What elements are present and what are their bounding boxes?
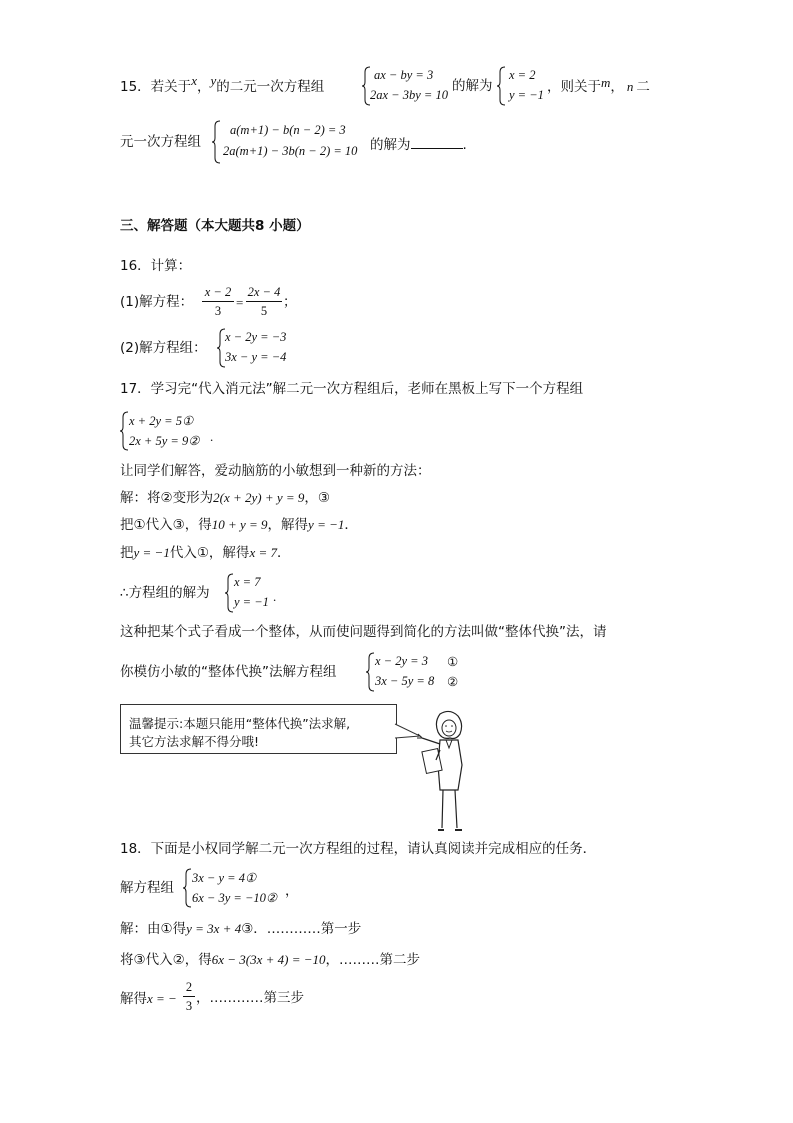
- q18-step: [120, 953, 420, 968]
- math-expression: 2(x + 2y) + y = 9: [213, 490, 305, 505]
- period: .: [462, 137, 467, 153]
- text: 解得: [120, 991, 147, 1007]
- equation: 3x − y = −4: [225, 350, 287, 364]
- q15-system-2: [212, 120, 372, 164]
- text: 代入①，解得: [169, 545, 250, 561]
- text: ，解得: [267, 517, 309, 533]
- fraction: [246, 285, 282, 319]
- var-m: m: [601, 75, 611, 90]
- text: 将③代入②，得: [120, 952, 212, 968]
- q16-part1-label: (1)解方程：: [120, 294, 194, 310]
- q17-line: [120, 491, 330, 506]
- q15-solution: [497, 66, 547, 106]
- q18-step: [120, 922, 361, 937]
- comma: ，: [285, 883, 299, 899]
- equation: x = 7: [234, 575, 261, 589]
- equation: x + 2y = 5①: [129, 414, 194, 428]
- q17-line: 这种把某个式子看成一个整体，从而使问题得到简化的方法叫做“整体代换”法，请: [120, 624, 607, 640]
- math-expression: x = −: [147, 991, 177, 1006]
- equals-sign: =: [236, 295, 244, 310]
- section-heading: 三、解答题（本大题共8 小题）: [120, 218, 310, 234]
- q15-system-1: [362, 66, 452, 106]
- comma: ，: [610, 79, 624, 95]
- numerator: 2x − 4: [247, 285, 281, 299]
- q17-line: 你模仿小敏的“整体代换”法解方程组: [120, 664, 337, 680]
- equation-marker: ②: [447, 675, 459, 689]
- q15-text: 的解为: [370, 137, 411, 153]
- q18-step-tail: ，…………第三步: [196, 990, 304, 1006]
- hint-line: 温馨提示:本题只能用“整体代换”法求解,: [129, 716, 351, 731]
- fraction: [183, 980, 195, 1014]
- text: ，③: [304, 490, 331, 506]
- math-expression: x = 7: [249, 545, 277, 560]
- q18-title: 18．下面是小权同学解二元一次方程组的过程，请认真阅读并完成相应的任务．: [120, 841, 597, 857]
- q15-text: 的解为: [452, 78, 493, 94]
- math-expression: y = −1: [308, 517, 345, 532]
- equation: 3x − 5y = 8: [375, 674, 435, 688]
- teacher-illustration: [380, 710, 480, 835]
- q17-line: ∴方程组的解为: [120, 585, 210, 601]
- q17-system: [120, 411, 220, 451]
- q15-line2-tail: [370, 136, 467, 153]
- q15-number: 15．若关于: [120, 79, 192, 95]
- q18-step: [120, 992, 177, 1007]
- equation: x − 2y = −3: [225, 330, 287, 344]
- equation-marker: ①: [447, 655, 459, 669]
- text: 把①代入③，得: [120, 517, 212, 533]
- q17-line: [120, 546, 290, 561]
- hint-box: [120, 704, 397, 754]
- q17-line: [120, 518, 358, 533]
- q15-text: ，则关于: [547, 79, 601, 95]
- q18-system: [183, 868, 293, 908]
- equation: 2ax − 3by = 10: [370, 88, 448, 102]
- q16-title: 16．计算：: [120, 258, 192, 274]
- fraction-bar: [246, 301, 282, 302]
- numerator: 2: [185, 980, 193, 994]
- q15-text: 的二元一次方程组: [216, 79, 325, 95]
- q18-line: 解方程组: [120, 880, 174, 896]
- fraction: [202, 285, 234, 319]
- q17-task-system: [366, 652, 476, 692]
- equation: 2x + 5y = 9②: [129, 434, 200, 448]
- equation: 6x − 3y = −10②: [192, 891, 278, 905]
- equation: 3x − y = 4①: [192, 871, 257, 885]
- equation: a(m+1) − b(n − 2) = 3: [230, 123, 346, 137]
- q15-text: 二: [636, 79, 650, 95]
- denominator: 3: [185, 999, 193, 1013]
- denominator: 3: [214, 304, 222, 318]
- text: 解：将②变形为: [120, 490, 214, 506]
- text: 把: [120, 545, 134, 561]
- q15-line1: [120, 73, 325, 95]
- semicolon: ；: [283, 294, 297, 310]
- period: .: [273, 589, 277, 604]
- fraction-bar: [183, 996, 195, 997]
- period: .: [210, 429, 214, 444]
- math-expression: 6x − 3(3x + 4) = −10: [211, 952, 326, 967]
- equation: y = −1: [509, 88, 544, 102]
- fraction-bar: [202, 301, 234, 302]
- text: ，………第二步: [325, 952, 421, 968]
- q17-line: 让同学们解答，爱动脑筋的小敏想到一种新的方法：: [120, 463, 431, 479]
- answer-blank[interactable]: [411, 136, 463, 149]
- q16-part2-label: (2)解方程组：: [120, 340, 207, 356]
- math-expression: y = 3x + 4: [186, 921, 242, 936]
- var-y: y: [210, 73, 217, 88]
- equation: 2a(m+1) − 3b(n − 2) = 10: [223, 144, 358, 158]
- denominator: 5: [260, 304, 268, 318]
- numerator: x − 2: [204, 285, 232, 299]
- equation: y = −1: [234, 595, 269, 609]
- equation: ax − by = 3: [374, 68, 434, 82]
- var-n: n: [626, 79, 634, 94]
- math-expression: 10 + y = 9: [211, 517, 268, 532]
- hint-line: 其它方法求解不得分哦!: [129, 734, 260, 749]
- math-expression: y = −1: [133, 545, 170, 560]
- q15-line2: 元一次方程组: [120, 134, 201, 150]
- equation: x − 2y = 3: [375, 654, 428, 668]
- var-x: x: [191, 73, 197, 88]
- text: 解：由①得: [120, 921, 187, 937]
- q15-line1-tail: [547, 75, 650, 95]
- text: ．: [276, 545, 291, 561]
- text: ③．…………第一步: [241, 921, 362, 937]
- q17-title: 17．学习完“代入消元法”解二元一次方程组后，老师在黑板上写下一个方程组: [120, 381, 584, 397]
- q16-system: [217, 328, 307, 368]
- equation: x = 2: [509, 68, 536, 82]
- comma: ，: [196, 79, 211, 95]
- text: ．: [344, 517, 358, 533]
